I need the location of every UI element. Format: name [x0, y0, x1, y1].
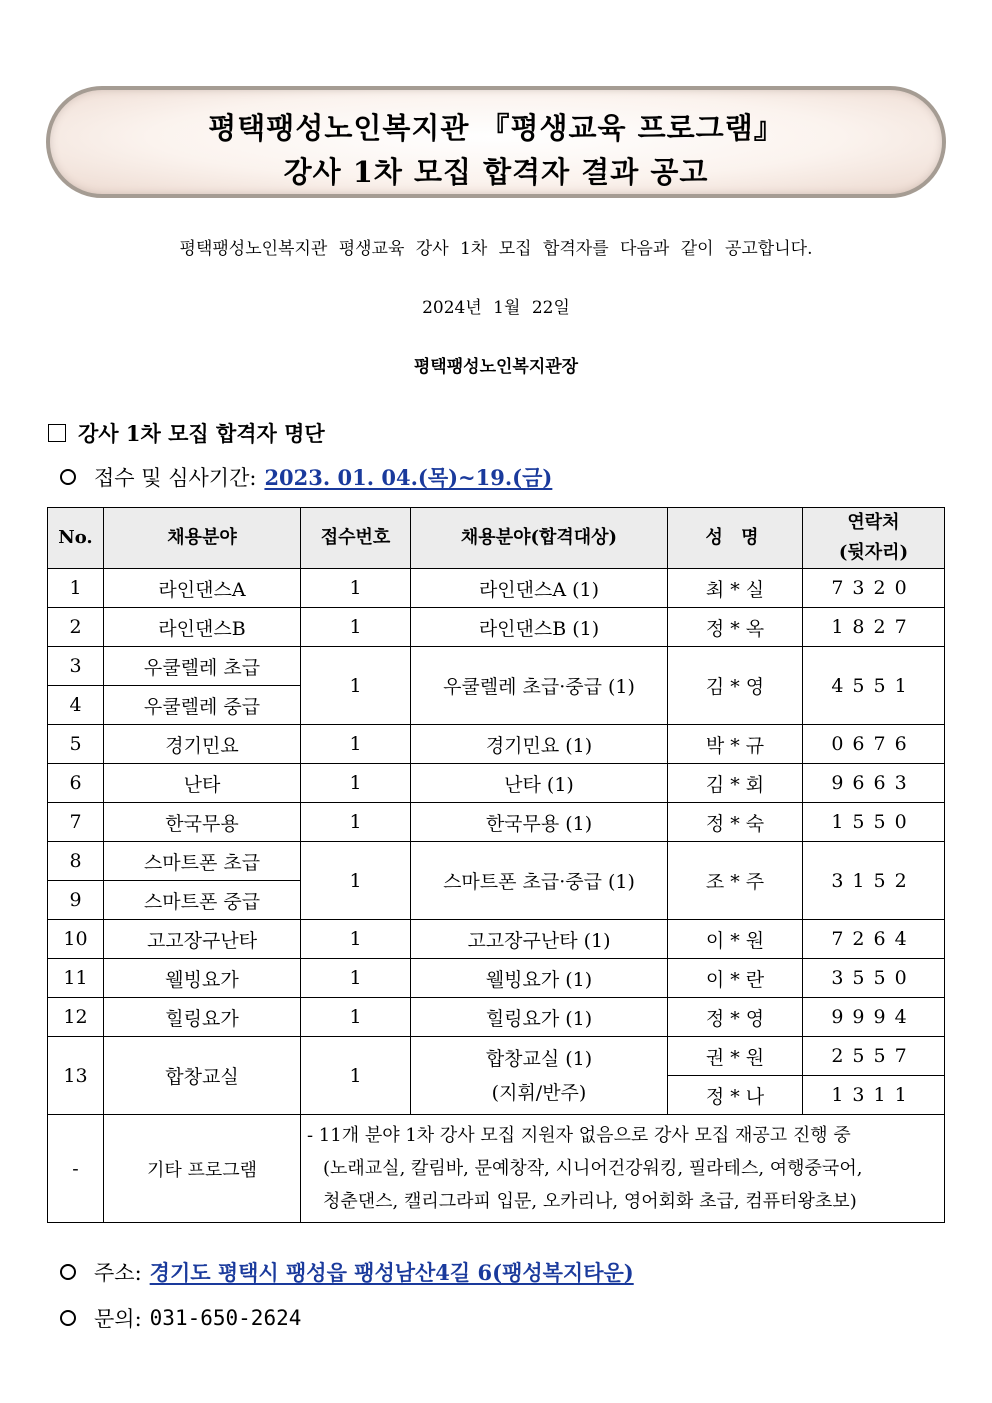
circle-bullet-icon: [60, 1310, 76, 1326]
cell-target: 힐링요가 (1): [411, 998, 668, 1037]
cell-field: 경기민요: [104, 725, 301, 764]
address-row: [60, 1257, 634, 1287]
cell-name: 이 * 원: [668, 920, 803, 959]
cell-contact: 9994: [803, 998, 945, 1037]
cell-field: 라인댄스A: [104, 569, 301, 608]
cell-name: 권 * 원: [668, 1037, 803, 1076]
header-contact: [803, 508, 945, 569]
cell-receipt: 1: [301, 764, 411, 803]
cell-receipt: 1: [301, 647, 411, 725]
cell-contact: 1311: [803, 1076, 945, 1115]
cell-name: 정 * 영: [668, 998, 803, 1037]
cell-target: [411, 1037, 668, 1115]
cell-name: 정 * 옥: [668, 608, 803, 647]
cell-no: -: [48, 1115, 104, 1223]
table-row: [48, 920, 945, 959]
cell-no: 7: [48, 803, 104, 842]
header-field: 채용분야: [104, 508, 301, 569]
cell-field: 라인댄스B: [104, 608, 301, 647]
cell-receipt: 1: [301, 803, 411, 842]
cell-field: 우쿨렐레 초급: [104, 647, 301, 686]
cell-contact: 2557: [803, 1037, 945, 1076]
inquiry-value: 031-650-2624: [149, 1306, 302, 1330]
cell-name: 정 * 숙: [668, 803, 803, 842]
address-value: 경기도 평택시 팽성읍 팽성남산4길 6(팽성복지타운): [149, 1260, 634, 1285]
cell-target: 고고장구난타 (1): [411, 920, 668, 959]
table-row: [48, 803, 945, 842]
cell-target: 스마트폰 초급·중급 (1): [411, 842, 668, 920]
cell-field: 기타 프로그램: [104, 1115, 301, 1223]
intro-text: 평택팽성노인복지관 평생교육 강사 1차 모집 합격자를 다음과 같이 공고합니다.: [179, 239, 813, 259]
table-row: [48, 1037, 945, 1076]
cell-field: 고고장구난타: [104, 920, 301, 959]
cell-target: 우쿨렐레 초급·중급 (1): [411, 647, 668, 725]
cell-target-line2: (지휘/반주): [491, 1081, 587, 1104]
section-heading: [48, 418, 325, 448]
header-receipt: 접수번호: [301, 508, 411, 569]
cell-receipt: 1: [301, 920, 411, 959]
cell-name: 김 * 회: [668, 764, 803, 803]
cell-receipt: 1: [301, 608, 411, 647]
cell-contact: 3152: [803, 842, 945, 920]
cell-no: 10: [48, 920, 104, 959]
cell-target: 라인댄스B (1): [411, 608, 668, 647]
table-row: [48, 959, 945, 998]
cell-field: 우쿨렐레 중급: [104, 686, 301, 725]
cell-name: 정 * 나: [668, 1076, 803, 1115]
square-bullet-icon: [48, 424, 66, 442]
table-row: [48, 998, 945, 1037]
cell-target: 한국무용 (1): [411, 803, 668, 842]
other-note: [301, 1115, 945, 1223]
table-row: [48, 725, 945, 764]
header-contact-line1: 연락처: [847, 512, 900, 533]
results-table: [47, 507, 945, 1223]
cell-receipt: 1: [301, 998, 411, 1037]
cell-field: 스마트폰 중급: [104, 881, 301, 920]
cell-field: 난타: [104, 764, 301, 803]
table-header-row: [48, 508, 945, 569]
cell-receipt: 1: [301, 569, 411, 608]
period-label: 접수 및 심사기간:: [94, 466, 257, 490]
title-banner: [46, 86, 946, 198]
cell-field: 스마트폰 초급: [104, 842, 301, 881]
cell-name: 최 * 실: [668, 569, 803, 608]
header-name: 성 명: [668, 508, 803, 569]
circle-bullet-icon: [60, 1264, 76, 1280]
other-note-line3: 청춘댄스, 캘리그라피 입문, 오카리나, 영어회화 초급, 컴퓨터왕초보): [323, 1191, 857, 1212]
header-no: No.: [48, 508, 104, 569]
cell-name: 조 * 주: [668, 842, 803, 920]
title-line-2: 강사 1차 모집 합격자 결과 공고: [283, 155, 709, 189]
inquiry-label: 문의:: [94, 1307, 142, 1331]
cell-field: 한국무용: [104, 803, 301, 842]
inquiry-row: [60, 1303, 301, 1333]
cell-contact: 1827: [803, 608, 945, 647]
cell-target: 난타 (1): [411, 764, 668, 803]
cell-target-line1: 합창교실 (1): [485, 1047, 593, 1070]
section-title: 강사 1차 모집 합격자 명단: [78, 421, 325, 446]
cell-receipt: 1: [301, 1037, 411, 1115]
cell-no: 13: [48, 1037, 104, 1115]
cell-target: 웰빙요가 (1): [411, 959, 668, 998]
cell-contact: 4551: [803, 647, 945, 725]
cell-no: 11: [48, 959, 104, 998]
cell-contact: 7320: [803, 569, 945, 608]
other-note-line2: (노래교실, 칼림바, 문예창작, 시니어건강워킹, 필라테스, 여행중국어,: [323, 1158, 863, 1179]
cell-target: 경기민요 (1): [411, 725, 668, 764]
header-target: 채용분야(합격대상): [411, 508, 668, 569]
cell-name: 박 * 규: [668, 725, 803, 764]
cell-contact: 0676: [803, 725, 945, 764]
cell-no: 4: [48, 686, 104, 725]
table-row: [48, 569, 945, 608]
cell-no: 6: [48, 764, 104, 803]
circle-bullet-icon: [60, 469, 76, 485]
header-contact-line2: (뒷자리): [838, 542, 909, 563]
period-row: [60, 462, 552, 492]
cell-contact: 1550: [803, 803, 945, 842]
notice-date: 2024년 1월 22일: [422, 298, 570, 318]
cell-field: 힐링요가: [104, 998, 301, 1037]
cell-contact: 3550: [803, 959, 945, 998]
cell-no: 8: [48, 842, 104, 881]
cell-no: 1: [48, 569, 104, 608]
cell-no: 5: [48, 725, 104, 764]
cell-target: 라인댄스A (1): [411, 569, 668, 608]
cell-contact: 9663: [803, 764, 945, 803]
cell-no: 2: [48, 608, 104, 647]
cell-receipt: 1: [301, 959, 411, 998]
address-label: 주소:: [94, 1261, 142, 1285]
cell-field: 웰빙요가: [104, 959, 301, 998]
cell-name: 김 * 영: [668, 647, 803, 725]
cell-no: 9: [48, 881, 104, 920]
cell-receipt: 1: [301, 725, 411, 764]
table-row: [48, 647, 945, 686]
cell-field: 합창교실: [104, 1037, 301, 1115]
title-line-1: 평택팽성노인복지관 『평생교육 프로그램』: [208, 111, 784, 145]
other-note-line1: - 11개 분야 1차 강사 모집 지원자 없음으로 강사 모집 재공고 진행 중: [307, 1125, 851, 1146]
cell-contact: 7264: [803, 920, 945, 959]
signature: 평택팽성노인복지관장: [413, 357, 579, 377]
cell-no: 12: [48, 998, 104, 1037]
cell-no: 3: [48, 647, 104, 686]
table-row: [48, 764, 945, 803]
cell-receipt: 1: [301, 842, 411, 920]
table-row: [48, 608, 945, 647]
cell-name: 이 * 란: [668, 959, 803, 998]
table-row-other: [48, 1115, 945, 1223]
period-value: 2023. 01. 04.(목)~19.(금): [264, 465, 553, 490]
table-row: [48, 842, 945, 881]
